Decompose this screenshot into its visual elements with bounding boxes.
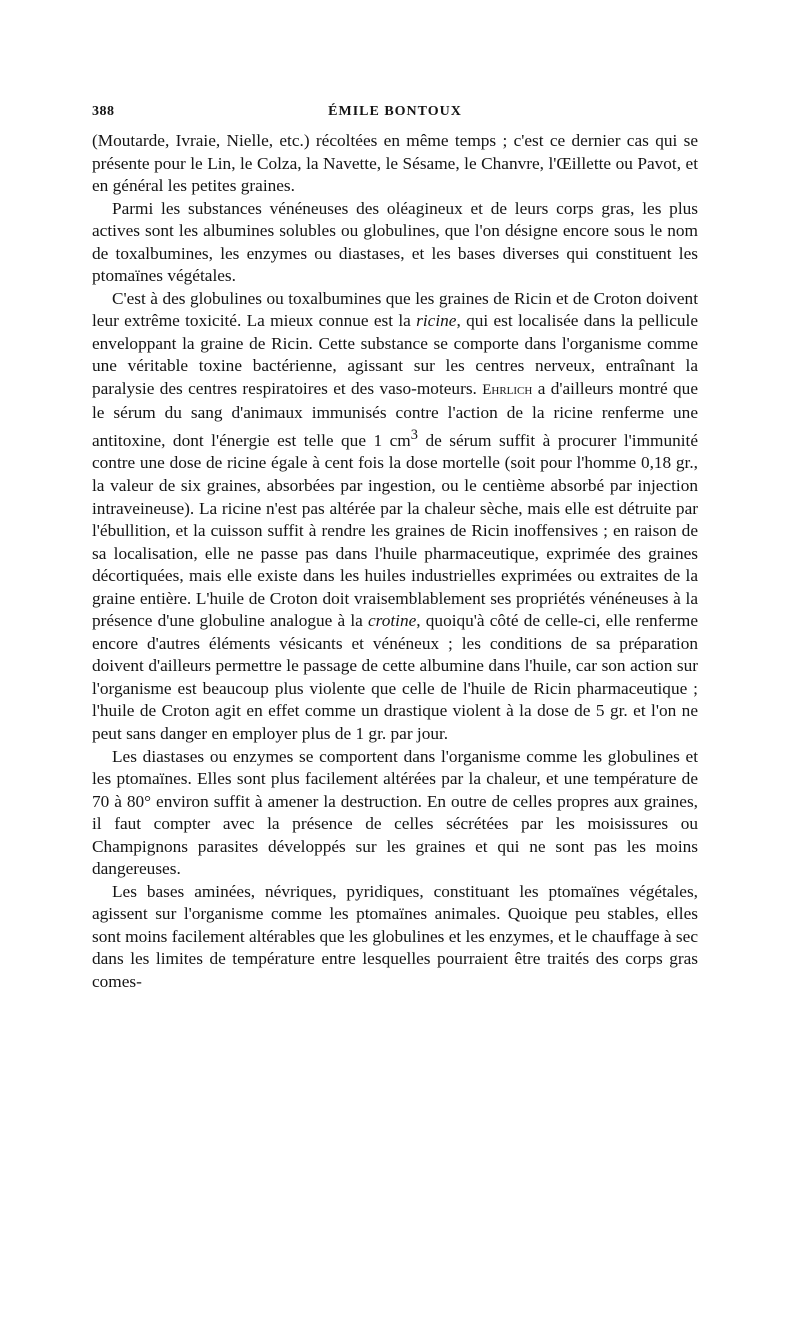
italic-term-crotine: crotine: [367, 611, 417, 631]
paragraph-3: [92, 288, 698, 746]
paragraph-1: (Moutarde, Ivraie, Nielle, etc.) récoltées en même temps ; c'est ce dernier cas qui se présente pour le Lin, le Colza, la Navette, le Sésame, le Chanvre, l'Œillette ou Pavot, et en général les petites graines.: [92, 131, 698, 196]
paragraph-2: Parmi les substances vénéneuses des oléagineux et de leurs corps gras, les plus actives sont les albumines solubles ou globulines, que l'on désigne encore sous le nom de toxalbumines, les enzymes ou diastases, et les bases diverses qui constituent les ptomaïnes végétales.: [92, 198, 698, 286]
running-title: ÉMILE BONTOUX: [328, 104, 462, 119]
page-number: 388: [92, 104, 115, 119]
running-header: [92, 104, 698, 128]
text-run: C'est à des globulines ou toxalbumines que les graines de Ricin et de Croton doivent leur extrême toxicité. La mieux connue est la: [92, 288, 698, 331]
paragraph-5: Les bases aminées, névriques, pyridiques, constituant les ptomaïnes végétales, agissent sur l'organisme comme les ptomaïnes animales. Quoique peu stables, elles sont moins facilement altérables que les globulines et les enzymes, et le chauffage à sec dans les limites de température entre lesquelles pourraient être traités des corps gras comes-: [92, 881, 698, 991]
text-run: a d'ailleurs montré que le sérum du sang d'animaux immunisés contre l'action de la ricine renferme une antitoxine, dont l'énergie est telle que 1 cm: [92, 379, 698, 450]
text-run: , quoiqu'à côté de celle-ci, elle renferme encore d'autres éléments vésicants et vénéneux ; les conditions de sa préparation doivent d'ailleurs permettre le passage de cette albumine dans l'huile, car son action sur l'organisme est beaucoup plus violente que celle de l'huile de Ricin pharmaceutique ; l'huile de Croton agit en effet comme un drastique violent à la dose de 5 gr. et l'on ne peut sans danger en employer plus de 1 gr. par jour.: [92, 611, 698, 743]
italic-term-ricine: ricine: [416, 311, 457, 331]
text-run: , qui est localisée dans la pellicule enveloppant la graine de Ricin. Cette substance se comporte dans l'organisme comme une véritable toxine bactérienne, agissant sur les centres nerveux, entraînant la paralysie des centres respiratoires et des vaso-moteurs.: [92, 311, 699, 399]
body-text: [92, 130, 698, 994]
author-name-ehrlich: Ehrlich: [482, 382, 533, 399]
text-run: de sérum suffit à procurer l'immunité contre une dose de ricine égale à cent fois la dose mortelle (soit pour l'homme 0,18 gr., la valeur de six graines, absorbées par ingestion, ou le centième absorbé par injection intraveineuse). La ricine n'est pas altérée par la chaleur sèche, mais elle est détruite par l'ébullition, et la cuisson suffit à rendre les graines de Ricin inoffensives ; en raison de sa localisation, elle ne passe pas dans l'huile pharmaceutique, exprimée des graines décortiquées, mais elle existe dans les huiles industrielles exprimées ou extraites de la graine entière. L'huile de Croton doit vraisemblablement ses propriétés vénéneuses à la présence d'une globuline analogue à la: [92, 430, 699, 631]
paragraph-4: Les diastases ou enzymes se comportent dans l'organisme comme les globulines et les ptomaïnes. Elles sont plus facilement altérées par la chaleur, et une température de 70 à 80° environ suffit à amener la destruction. En outre de celles propres aux graines, il faut compter avec la présence de celles sécrétées par les moisissures ou Champignons parasites développés sur les graines et qui ne sont pas les moins dangereuses.: [92, 746, 698, 879]
superscript-3: 3: [410, 427, 418, 444]
